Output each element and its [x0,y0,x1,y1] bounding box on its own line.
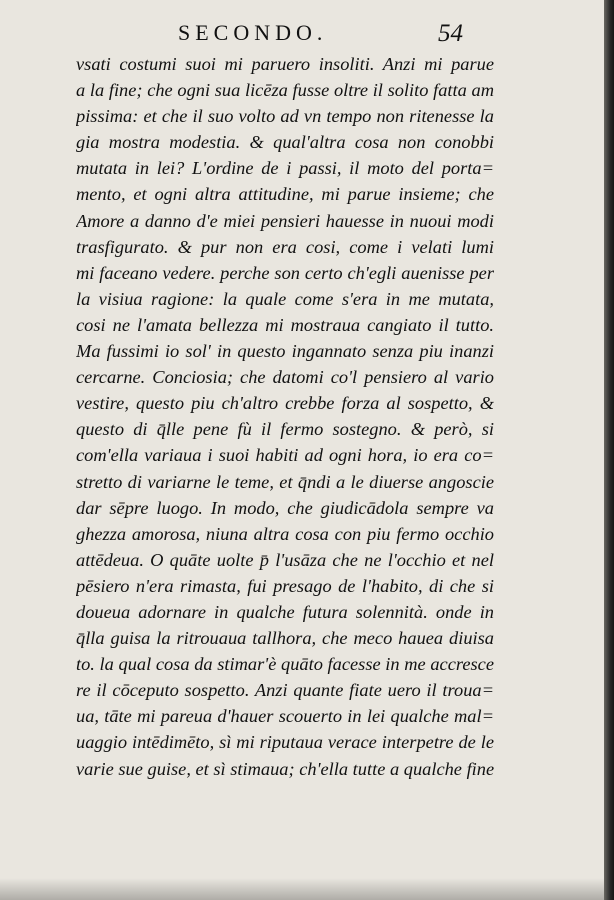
text-line: com'ella variaua i suoi habiti ad ogni hora, io era co= [76,445,494,466]
text-line: pēsiero n'era rimasta, fui presago de l'habito, di che si [76,575,494,596]
text-line: pissima: et che il suo volto ad vn tempo non ritenesse la [76,106,494,127]
text-line: mi faceano vedere. perche son certo ch'egli auenisse per [76,262,494,283]
text-line: vsati costumi suoi mi paruero insoliti. Anzi mi parue [76,54,494,74]
text-line: trasfigurato. & pur non era cosi, come i velati lumi [76,236,494,257]
text-line: to. la qual cosa da stimar'è quāto facesse in me accresce [76,654,494,675]
text-line: mutata in lei? L'ordine de i passi, il moto del porta= [76,158,494,179]
text-line: gia mostra modestia. & qual'altra cosa non conobbi [76,132,494,153]
text-line: cercarne. Conciosia; che datomi co'l pensiero al vario [76,367,494,388]
text-line: cosi ne l'amata bellezza mi mostraua cangiato il tutto. [76,314,494,335]
text-line: stretto di variarne le teme, et q̄ndi a le diuerse angoscie [76,471,494,492]
text-line: q̄lla guisa la ritrouaua tallhora, che meco hauea diuisa [76,628,494,649]
text-line: Amore a danno d'e miei pensieri hauesse in nuoui modi [76,210,494,231]
text-line: varie sue guise, et sì stimaua; ch'ella tutte a qualche fine [76,758,494,779]
page-number: 54 [438,20,463,47]
page-edge-shadow [604,0,614,900]
text-line: questo di q̄lle pene fù il fermo sostegno. & però, si [76,419,494,440]
text-line: attēdeua. O quāte uolte p̄ l'usāza che ne l'occhio et nel [76,549,494,570]
running-head [0,12,604,52]
text-line: uaggio intēdimēto, sì mi riputaua verace interpetre de le [76,732,494,753]
body-text [76,51,494,782]
text-line: doueua adornare in qualche futura solennità. onde in [76,601,494,622]
text-line: ghezza amorosa, niuna altra cosa con piu fermo occhio [76,523,494,544]
page-bottom-shadow [0,878,604,900]
text-line: ua, tāte mi pareua d'hauer scouerto in lei qualche mal= [76,706,494,727]
text-line: vestire, questo piu ch'altro crebbe forza al sospetto, & [76,393,494,414]
text-line: a la fine; che ogni sua licēza fusse oltre il solito fatta am [76,80,494,101]
text-line: dar sēpre luogo. In modo, che giudicādola sempre va [76,497,494,518]
text-line: la visiua ragione: la quale come s'era in me mutata, [76,288,494,309]
running-head-title: SECONDO. [178,20,328,45]
text-line: mento, et ogni altra attitudine, mi parue insieme; che [76,184,494,205]
text-line: re il cōceputo sospetto. Anzi quante fiate uero il troua= [76,680,494,701]
text-line: Ma fussimi io sol' in questo ingannato senza piu inanzi [76,341,494,362]
